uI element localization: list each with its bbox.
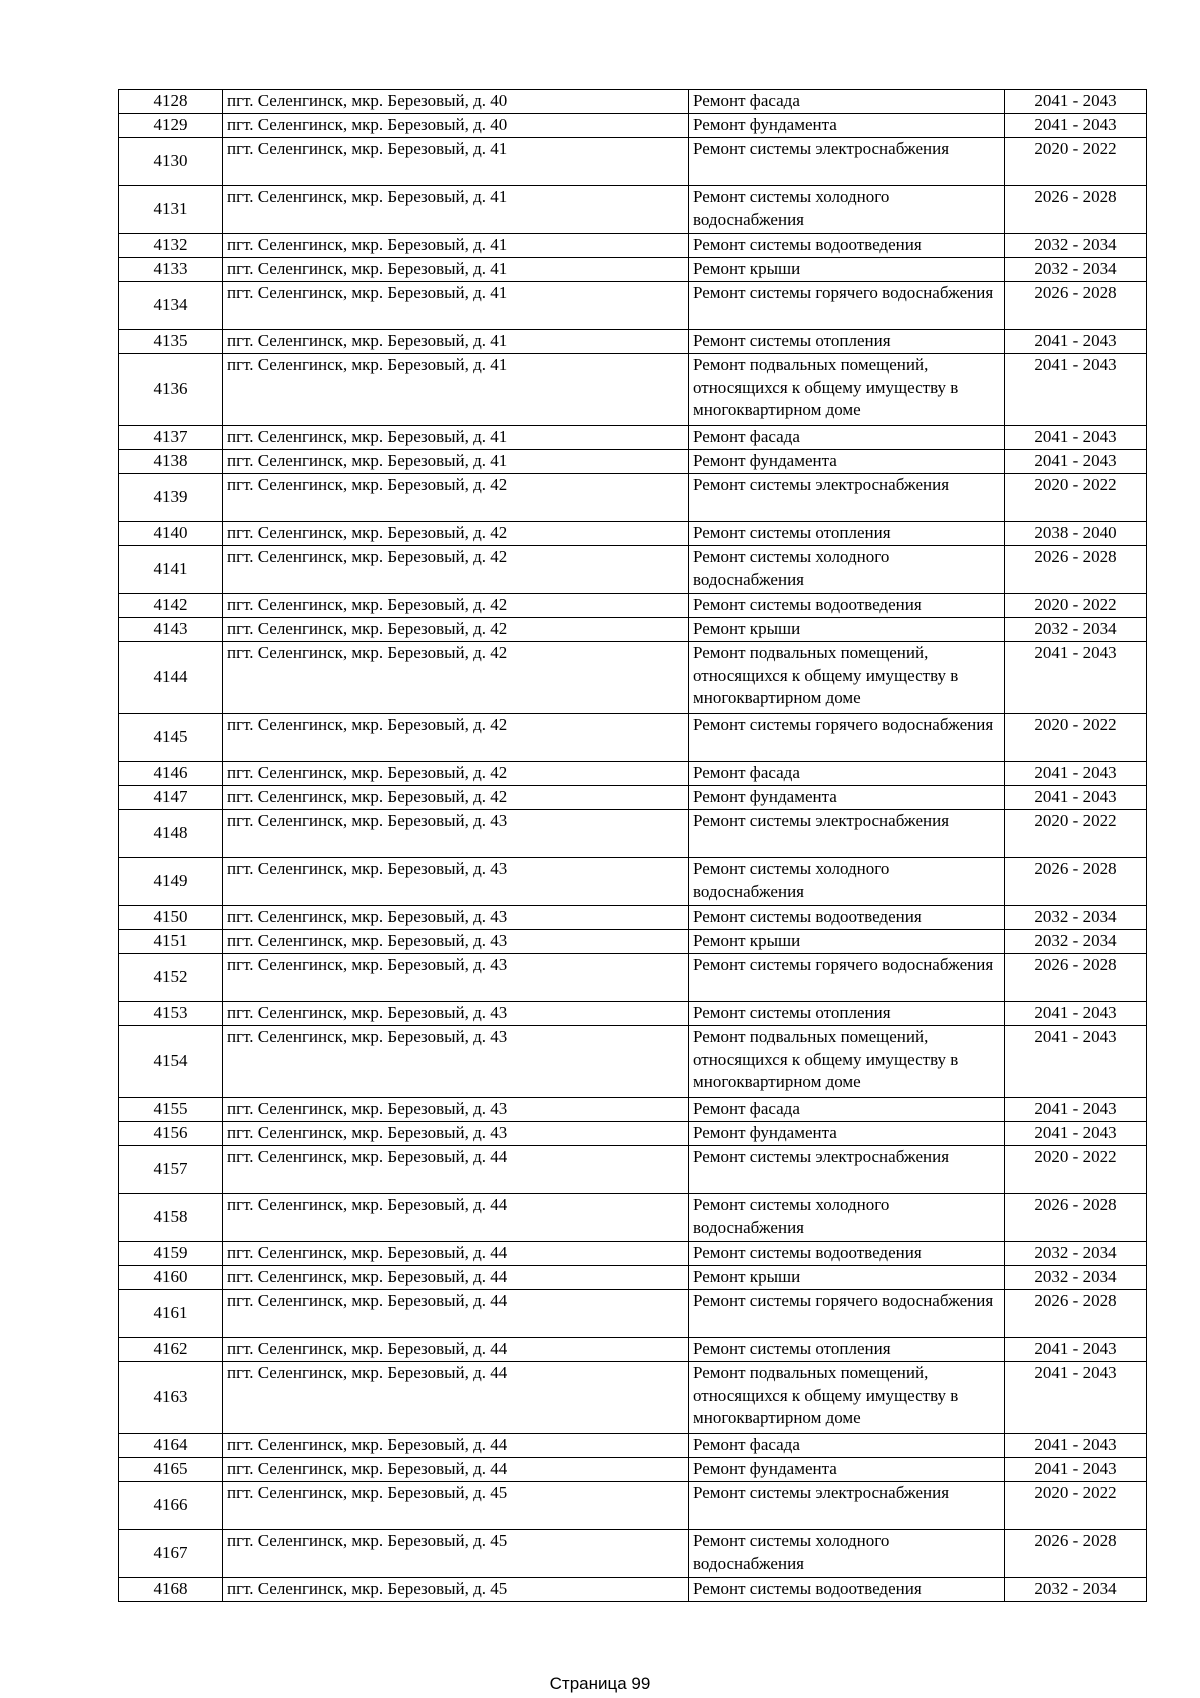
cell-period: 2041 - 2043 — [1005, 426, 1147, 450]
cell-number: 4140 — [119, 522, 223, 546]
cell-period: 2020 - 2022 — [1005, 138, 1147, 186]
cell-work-type: Ремонт системы водоотведения — [689, 234, 1005, 258]
cell-number: 4166 — [119, 1482, 223, 1530]
cell-work-type: Ремонт системы электроснабжения — [689, 1146, 1005, 1194]
cell-work-type: Ремонт фундамента — [689, 786, 1005, 810]
table-row — [119, 546, 1147, 594]
cell-period: 2026 - 2028 — [1005, 186, 1147, 234]
table-row — [119, 954, 1147, 1002]
cell-period: 2041 - 2043 — [1005, 1026, 1147, 1098]
table-row — [119, 1290, 1147, 1338]
cell-period: 2020 - 2022 — [1005, 594, 1147, 618]
cell-work-type: Ремонт крыши — [689, 618, 1005, 642]
cell-work-type: Ремонт подвальных помещений, относящихся к общему имуществу в многоквартирном доме — [689, 642, 1005, 714]
cell-work-type: Ремонт системы горячего водоснабжения — [689, 1290, 1005, 1338]
cell-number: 4149 — [119, 858, 223, 906]
cell-address: пгт. Селенгинск, мкр. Березовый, д. 43 — [223, 1122, 689, 1146]
cell-address: пгт. Селенгинск, мкр. Березовый, д. 41 — [223, 282, 689, 330]
cell-work-type: Ремонт подвальных помещений, относящихся к общему имуществу в многоквартирном доме — [689, 1362, 1005, 1434]
cell-number: 4138 — [119, 450, 223, 474]
cell-number: 4161 — [119, 1290, 223, 1338]
cell-period: 2041 - 2043 — [1005, 786, 1147, 810]
cell-number: 4129 — [119, 114, 223, 138]
cell-period: 2026 - 2028 — [1005, 282, 1147, 330]
cell-address: пгт. Селенгинск, мкр. Березовый, д. 43 — [223, 1098, 689, 1122]
cell-work-type: Ремонт системы электроснабжения — [689, 138, 1005, 186]
cell-period: 2032 - 2034 — [1005, 1266, 1147, 1290]
table-row — [119, 330, 1147, 354]
cell-period: 2041 - 2043 — [1005, 642, 1147, 714]
cell-address: пгт. Селенгинск, мкр. Березовый, д. 40 — [223, 114, 689, 138]
cell-period: 2020 - 2022 — [1005, 810, 1147, 858]
cell-address: пгт. Селенгинск, мкр. Березовый, д. 41 — [223, 426, 689, 450]
cell-number: 4155 — [119, 1098, 223, 1122]
cell-address: пгт. Селенгинск, мкр. Березовый, д. 42 — [223, 762, 689, 786]
cell-work-type: Ремонт системы водоотведения — [689, 594, 1005, 618]
table-row — [119, 450, 1147, 474]
cell-work-type: Ремонт системы горячего водоснабжения — [689, 282, 1005, 330]
table-row — [119, 1458, 1147, 1482]
cell-period: 2032 - 2034 — [1005, 258, 1147, 282]
cell-period: 2032 - 2034 — [1005, 1242, 1147, 1266]
cell-period: 2041 - 2043 — [1005, 1434, 1147, 1458]
table-row — [119, 1578, 1147, 1602]
cell-period: 2041 - 2043 — [1005, 90, 1147, 114]
cell-address: пгт. Селенгинск, мкр. Березовый, д. 42 — [223, 786, 689, 810]
table-row — [119, 186, 1147, 234]
table-row — [119, 1266, 1147, 1290]
cell-work-type: Ремонт фасада — [689, 762, 1005, 786]
table-row — [119, 858, 1147, 906]
cell-address: пгт. Селенгинск, мкр. Березовый, д. 43 — [223, 930, 689, 954]
cell-period: 2026 - 2028 — [1005, 1194, 1147, 1242]
cell-period: 2041 - 2043 — [1005, 354, 1147, 426]
cell-address: пгт. Селенгинск, мкр. Березовый, д. 44 — [223, 1194, 689, 1242]
cell-work-type: Ремонт системы водоотведения — [689, 1242, 1005, 1266]
cell-period: 2026 - 2028 — [1005, 858, 1147, 906]
cell-number: 4156 — [119, 1122, 223, 1146]
cell-number: 4154 — [119, 1026, 223, 1098]
cell-work-type: Ремонт системы холодного водоснабжения — [689, 546, 1005, 594]
cell-period: 2041 - 2043 — [1005, 1122, 1147, 1146]
table-row — [119, 522, 1147, 546]
table-row — [119, 426, 1147, 450]
cell-period: 2032 - 2034 — [1005, 1578, 1147, 1602]
cell-period: 2020 - 2022 — [1005, 1482, 1147, 1530]
cell-work-type: Ремонт крыши — [689, 930, 1005, 954]
cell-work-type: Ремонт системы холодного водоснабжения — [689, 1530, 1005, 1578]
table-row — [119, 1146, 1147, 1194]
cell-work-type: Ремонт системы водоотведения — [689, 1578, 1005, 1602]
cell-period: 2041 - 2043 — [1005, 450, 1147, 474]
cell-address: пгт. Селенгинск, мкр. Березовый, д. 44 — [223, 1266, 689, 1290]
cell-period: 2020 - 2022 — [1005, 474, 1147, 522]
cell-address: пгт. Селенгинск, мкр. Березовый, д. 41 — [223, 138, 689, 186]
cell-number: 4145 — [119, 714, 223, 762]
cell-work-type: Ремонт системы холодного водоснабжения — [689, 1194, 1005, 1242]
table-row — [119, 1026, 1147, 1098]
table-row — [119, 762, 1147, 786]
cell-address: пгт. Селенгинск, мкр. Березовый, д. 44 — [223, 1458, 689, 1482]
cell-period: 2026 - 2028 — [1005, 954, 1147, 1002]
cell-work-type: Ремонт системы отопления — [689, 1002, 1005, 1026]
table-row — [119, 1338, 1147, 1362]
cell-number: 4141 — [119, 546, 223, 594]
cell-address: пгт. Селенгинск, мкр. Березовый, д. 44 — [223, 1362, 689, 1434]
cell-period: 2020 - 2022 — [1005, 1146, 1147, 1194]
table-row — [119, 234, 1147, 258]
cell-address: пгт. Селенгинск, мкр. Березовый, д. 42 — [223, 522, 689, 546]
cell-work-type: Ремонт системы водоотведения — [689, 906, 1005, 930]
cell-period: 2032 - 2034 — [1005, 618, 1147, 642]
cell-work-type: Ремонт крыши — [689, 258, 1005, 282]
cell-address: пгт. Селенгинск, мкр. Березовый, д. 41 — [223, 186, 689, 234]
cell-address: пгт. Селенгинск, мкр. Березовый, д. 42 — [223, 618, 689, 642]
cell-work-type: Ремонт системы холодного водоснабжения — [689, 186, 1005, 234]
cell-address: пгт. Селенгинск, мкр. Березовый, д. 42 — [223, 546, 689, 594]
table-row — [119, 354, 1147, 426]
cell-number: 4152 — [119, 954, 223, 1002]
cell-number: 4147 — [119, 786, 223, 810]
cell-number: 4158 — [119, 1194, 223, 1242]
cell-address: пгт. Селенгинск, мкр. Березовый, д. 41 — [223, 258, 689, 282]
cell-number: 4150 — [119, 906, 223, 930]
cell-period: 2041 - 2043 — [1005, 1098, 1147, 1122]
table-row — [119, 258, 1147, 282]
cell-period: 2038 - 2040 — [1005, 522, 1147, 546]
cell-work-type: Ремонт системы отопления — [689, 1338, 1005, 1362]
cell-number: 4130 — [119, 138, 223, 186]
cell-address: пгт. Селенгинск, мкр. Березовый, д. 43 — [223, 954, 689, 1002]
cell-work-type: Ремонт подвальных помещений, относящихся к общему имуществу в многоквартирном доме — [689, 1026, 1005, 1098]
cell-number: 4142 — [119, 594, 223, 618]
cell-work-type: Ремонт системы электроснабжения — [689, 1482, 1005, 1530]
cell-number: 4168 — [119, 1578, 223, 1602]
cell-address: пгт. Селенгинск, мкр. Березовый, д. 41 — [223, 450, 689, 474]
cell-period: 2041 - 2043 — [1005, 1362, 1147, 1434]
cell-address: пгт. Селенгинск, мкр. Березовый, д. 42 — [223, 474, 689, 522]
cell-address: пгт. Селенгинск, мкр. Березовый, д. 40 — [223, 90, 689, 114]
cell-period: 2032 - 2034 — [1005, 930, 1147, 954]
cell-period: 2041 - 2043 — [1005, 1002, 1147, 1026]
table-row — [119, 1434, 1147, 1458]
table-row — [119, 1482, 1147, 1530]
cell-period: 2026 - 2028 — [1005, 1530, 1147, 1578]
cell-number: 4139 — [119, 474, 223, 522]
cell-work-type: Ремонт фасада — [689, 90, 1005, 114]
cell-number: 4159 — [119, 1242, 223, 1266]
cell-number: 4134 — [119, 282, 223, 330]
cell-address: пгт. Селенгинск, мкр. Березовый, д. 43 — [223, 858, 689, 906]
cell-address: пгт. Селенгинск, мкр. Березовый, д. 44 — [223, 1434, 689, 1458]
cell-address: пгт. Селенгинск, мкр. Березовый, д. 44 — [223, 1290, 689, 1338]
cell-address: пгт. Селенгинск, мкр. Березовый, д. 42 — [223, 714, 689, 762]
cell-work-type: Ремонт фундамента — [689, 450, 1005, 474]
cell-period: 2041 - 2043 — [1005, 1338, 1147, 1362]
cell-work-type: Ремонт системы электроснабжения — [689, 810, 1005, 858]
cell-period: 2026 - 2028 — [1005, 546, 1147, 594]
repair-schedule-table — [118, 89, 1147, 1602]
cell-number: 4160 — [119, 1266, 223, 1290]
cell-address: пгт. Селенгинск, мкр. Березовый, д. 43 — [223, 906, 689, 930]
cell-number: 4143 — [119, 618, 223, 642]
table-row — [119, 714, 1147, 762]
cell-work-type: Ремонт фундамента — [689, 1122, 1005, 1146]
table-row — [119, 1122, 1147, 1146]
cell-work-type: Ремонт фасада — [689, 1098, 1005, 1122]
cell-work-type: Ремонт системы отопления — [689, 330, 1005, 354]
table-row — [119, 906, 1147, 930]
cell-address: пгт. Селенгинск, мкр. Березовый, д. 44 — [223, 1146, 689, 1194]
table-row — [119, 1530, 1147, 1578]
cell-address: пгт. Селенгинск, мкр. Березовый, д. 43 — [223, 1026, 689, 1098]
cell-period: 2041 - 2043 — [1005, 330, 1147, 354]
cell-number: 4137 — [119, 426, 223, 450]
table-row — [119, 138, 1147, 186]
cell-work-type: Ремонт подвальных помещений, относящихся к общему имуществу в многоквартирном доме — [689, 354, 1005, 426]
table-row — [119, 1362, 1147, 1434]
cell-period: 2041 - 2043 — [1005, 1458, 1147, 1482]
cell-address: пгт. Селенгинск, мкр. Березовый, д. 41 — [223, 354, 689, 426]
page-number: Страница 99 — [549, 1674, 651, 1693]
cell-number: 4164 — [119, 1434, 223, 1458]
cell-work-type: Ремонт системы горячего водоснабжения — [689, 714, 1005, 762]
cell-address: пгт. Селенгинск, мкр. Березовый, д. 44 — [223, 1242, 689, 1266]
cell-work-type: Ремонт фасада — [689, 1434, 1005, 1458]
cell-period: 2041 - 2043 — [1005, 762, 1147, 786]
cell-work-type: Ремонт фундамента — [689, 1458, 1005, 1482]
cell-work-type: Ремонт системы отопления — [689, 522, 1005, 546]
cell-number: 4165 — [119, 1458, 223, 1482]
cell-period: 2032 - 2034 — [1005, 234, 1147, 258]
cell-period: 2026 - 2028 — [1005, 1290, 1147, 1338]
cell-number: 4133 — [119, 258, 223, 282]
cell-number: 4144 — [119, 642, 223, 714]
cell-work-type: Ремонт системы горячего водоснабжения — [689, 954, 1005, 1002]
cell-number: 4148 — [119, 810, 223, 858]
cell-address: пгт. Селенгинск, мкр. Березовый, д. 41 — [223, 234, 689, 258]
cell-number: 4163 — [119, 1362, 223, 1434]
cell-address: пгт. Селенгинск, мкр. Березовый, д. 44 — [223, 1338, 689, 1362]
table-row — [119, 90, 1147, 114]
cell-work-type: Ремонт фундамента — [689, 114, 1005, 138]
cell-address: пгт. Селенгинск, мкр. Березовый, д. 42 — [223, 594, 689, 618]
cell-period: 2032 - 2034 — [1005, 906, 1147, 930]
cell-address: пгт. Селенгинск, мкр. Березовый, д. 45 — [223, 1530, 689, 1578]
table-row — [119, 594, 1147, 618]
table-row — [119, 930, 1147, 954]
table-row — [119, 1194, 1147, 1242]
cell-number: 4162 — [119, 1338, 223, 1362]
table-row — [119, 282, 1147, 330]
cell-number: 4128 — [119, 90, 223, 114]
table-row — [119, 1242, 1147, 1266]
cell-work-type: Ремонт фасада — [689, 426, 1005, 450]
cell-period: 2041 - 2043 — [1005, 114, 1147, 138]
table-row — [119, 114, 1147, 138]
cell-period: 2020 - 2022 — [1005, 714, 1147, 762]
cell-number: 4146 — [119, 762, 223, 786]
table-row — [119, 1002, 1147, 1026]
cell-work-type: Ремонт системы холодного водоснабжения — [689, 858, 1005, 906]
cell-number: 4151 — [119, 930, 223, 954]
cell-number: 4132 — [119, 234, 223, 258]
table-row — [119, 786, 1147, 810]
cell-number: 4136 — [119, 354, 223, 426]
table-row — [119, 618, 1147, 642]
cell-address: пгт. Селенгинск, мкр. Березовый, д. 43 — [223, 810, 689, 858]
table-body — [119, 90, 1147, 1602]
cell-address: пгт. Селенгинск, мкр. Березовый, д. 45 — [223, 1578, 689, 1602]
table-row — [119, 1098, 1147, 1122]
table-row — [119, 810, 1147, 858]
cell-address: пгт. Селенгинск, мкр. Березовый, д. 42 — [223, 642, 689, 714]
cell-number: 4131 — [119, 186, 223, 234]
table-row — [119, 474, 1147, 522]
cell-number: 4135 — [119, 330, 223, 354]
cell-work-type: Ремонт крыши — [689, 1266, 1005, 1290]
cell-number: 4153 — [119, 1002, 223, 1026]
cell-number: 4157 — [119, 1146, 223, 1194]
cell-number: 4167 — [119, 1530, 223, 1578]
table-row — [119, 642, 1147, 714]
cell-work-type: Ремонт системы электроснабжения — [689, 474, 1005, 522]
cell-address: пгт. Селенгинск, мкр. Березовый, д. 45 — [223, 1482, 689, 1530]
cell-address: пгт. Селенгинск, мкр. Березовый, д. 43 — [223, 1002, 689, 1026]
cell-address: пгт. Селенгинск, мкр. Березовый, д. 41 — [223, 330, 689, 354]
